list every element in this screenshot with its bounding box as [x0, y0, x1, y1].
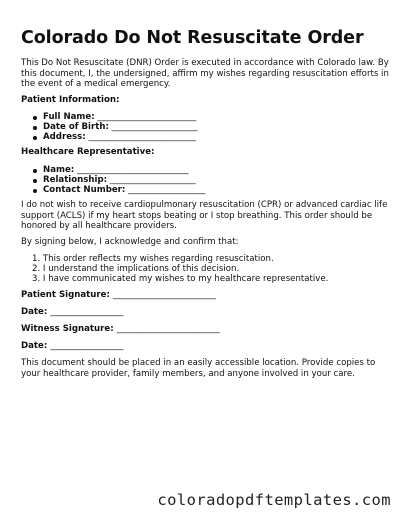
patient-full-name-field[interactable] — [21, 112, 198, 122]
date-blank: _________________ — [50, 341, 124, 351]
representative-heading: Healthcare Representative: — [21, 147, 155, 157]
acknowledgement-list — [21, 254, 328, 284]
field-label: Address: — [43, 132, 86, 142]
field-label: Relationship: — [43, 175, 108, 185]
wish-statement: I do not wish to receive cardiopulmonary resuscitation (CPR) or advanced cardiac life support (ACLS) if my heart stops beating or I stop breathing. This order should be honored by all healthcare providers. — [21, 200, 388, 232]
witness-signature-label: Witness Signature: — [21, 324, 114, 334]
representative-relationship-field[interactable] — [21, 175, 205, 185]
patient-signature-label: Patient Signature: — [21, 290, 110, 300]
acknowledge-intro: By signing below, I acknowledge and confirm that: — [21, 237, 239, 247]
representative-contact-field[interactable] — [21, 185, 205, 195]
field-label: Date of Birth: — [43, 122, 109, 132]
site-watermark: coloradopdftemplates.com — [157, 491, 391, 509]
field-label: Full Name: — [43, 112, 95, 122]
date-label: Date: — [21, 307, 48, 317]
patient-signature-line[interactable] — [21, 290, 216, 300]
field-blank: __________________ — [128, 185, 206, 195]
acknowledgement-item: 3. I have communicated my wishes to my healthcare representative. — [32, 274, 329, 284]
acknowledgement-item: 2. I understand the implications of this decision. — [32, 264, 240, 274]
patient-info-heading: Patient Information: — [21, 95, 120, 105]
field-blank: ____________________ — [109, 175, 196, 185]
field-blank: _______________________ — [97, 112, 197, 122]
field-label: Contact Number: — [43, 185, 126, 195]
patient-address-field[interactable] — [21, 132, 198, 142]
date-label: Date: — [21, 341, 48, 351]
page-title: Colorado Do Not Resuscitate Order — [21, 28, 364, 48]
field-blank: __________________________ — [76, 165, 189, 175]
closing-paragraph: This document should be placed in an easily accessible location. Provide copies to your healthcare provider, family members, and anyone involved in your care. — [21, 358, 376, 379]
representative-list — [21, 165, 205, 195]
acknowledgement-item: 1. This order reflects my wishes regarding resuscitation. — [32, 254, 274, 264]
field-label: Name: — [43, 165, 75, 175]
date-blank: _________________ — [50, 307, 124, 317]
patient-dob-field[interactable] — [21, 122, 198, 132]
field-blank: _________________________ — [88, 132, 196, 142]
patient-signature-blank: ________________________ — [112, 290, 217, 300]
representative-name-field[interactable] — [21, 165, 205, 175]
witness-signature-line[interactable] — [21, 324, 220, 334]
date-line-2[interactable] — [21, 341, 123, 351]
patient-info-list — [21, 112, 198, 142]
date-line-1[interactable] — [21, 307, 123, 317]
field-blank: ____________________ — [111, 122, 198, 132]
intro-paragraph: This Do Not Resuscitate (DNR) Order is executed in accordance with Colorado law. By this document, I, the undersigned, affirm my wishes regarding resuscitation efforts in the event of a medical emergency. — [21, 58, 389, 90]
witness-signature-blank: ________________________ — [116, 324, 220, 334]
